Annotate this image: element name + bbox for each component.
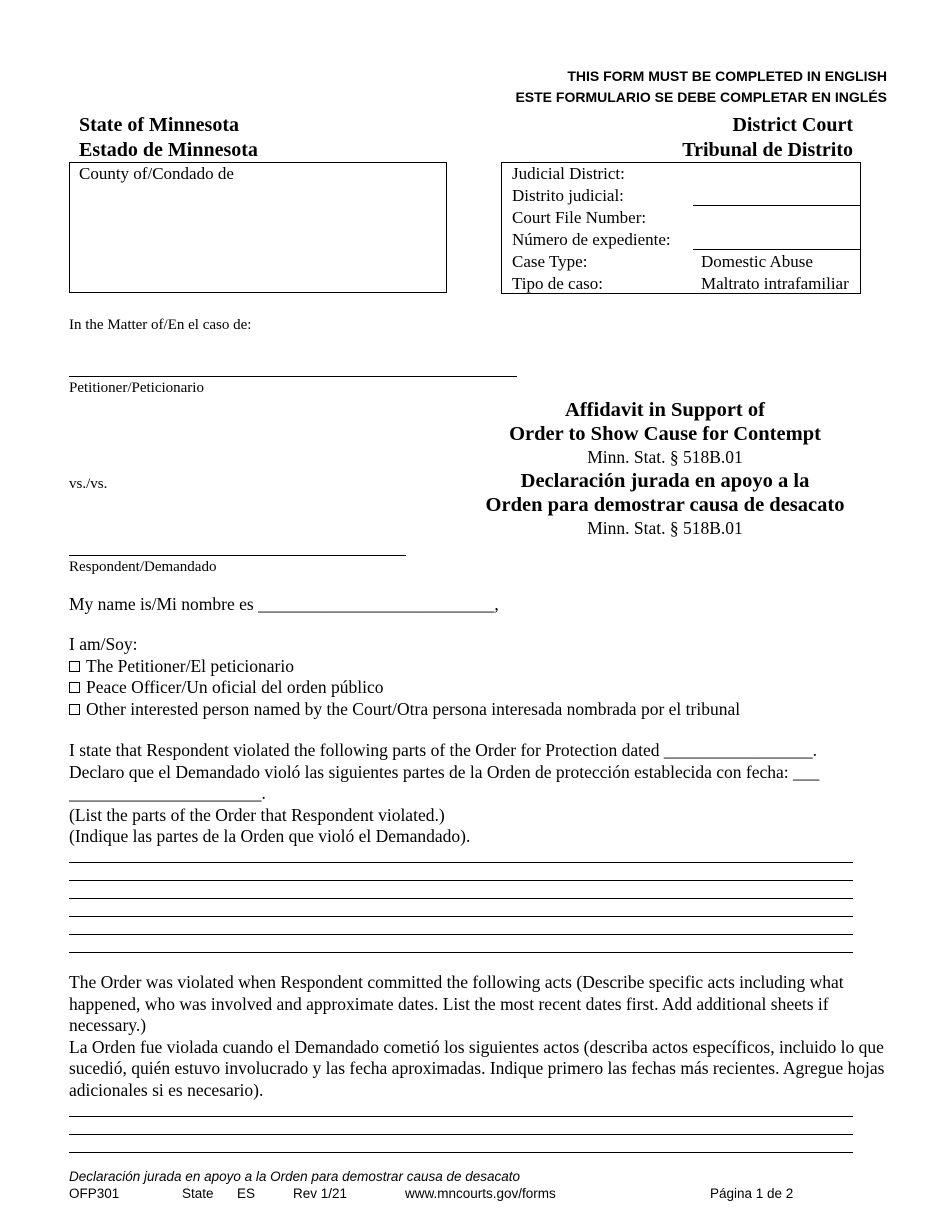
acts-line[interactable] <box>69 1116 853 1117</box>
role-option-label: The Petitioner/El peticionario <box>86 655 294 676</box>
iam-label: I am/Soy: <box>69 634 138 654</box>
file-number-label-es: Número de expediente: <box>512 230 671 249</box>
judicial-district-field[interactable] <box>693 205 860 206</box>
respondent-name-field[interactable] <box>69 555 406 556</box>
violated-parts-line[interactable] <box>69 880 853 881</box>
state-heading <box>79 113 258 163</box>
court-en: District Court <box>732 114 853 136</box>
role-option-label: Other interested person named by the Court/Otra persona interesada nombrada por el tribunal <box>86 698 741 719</box>
petitioner-label: Petitioner/Peticionario <box>69 380 204 396</box>
case-type-value-es: Maltrato intrafamiliar <box>701 274 849 293</box>
acts-line[interactable] <box>69 1134 853 1135</box>
checkbox-icon[interactable] <box>69 682 80 693</box>
county-field[interactable] <box>69 162 447 293</box>
role-option-other[interactable] <box>69 699 740 721</box>
vs-label: vs./vs. <box>69 476 108 492</box>
judicial-district-label-en: Judicial District: <box>512 164 625 183</box>
acts-instruction-es: La Orden fue violada cuando el Demandado cometió los siguientes actos (describa actos específicos, incluido lo que sucedió, quién estuvo involucrado y las fecha aproximadas. Indique primero las fechas más recientes. Agregue hojas adicionales si es necesario). <box>69 1036 885 1100</box>
acts-instruction-en: The Order was violated when Respondent committed the following acts (Describe specific acts including what happened, who was involved and approximate dates. List the most recent dates first. Add additional sheets if necessary.) <box>69 972 844 1035</box>
title-en-line1: Affidavit in Support of <box>565 399 765 421</box>
case-type-value-en: Domestic Abuse <box>701 252 813 271</box>
role-option-label: Peace Officer/Un oficial del orden público <box>86 677 384 697</box>
checkbox-icon[interactable] <box>69 661 80 672</box>
role-section <box>69 634 740 720</box>
footer-state: State <box>182 1186 214 1201</box>
list-instruction-en: (List the parts of the Order that Respondent violated.) <box>69 804 445 825</box>
file-number-field[interactable] <box>693 249 860 250</box>
violation-section <box>69 740 889 848</box>
matter-label: In the Matter of/En el caso de: <box>69 317 252 333</box>
title-statute-es: Minn. Stat. § 518B.01 <box>587 518 743 538</box>
case-info-box <box>501 162 861 294</box>
role-option-peace-officer[interactable] <box>69 677 740 699</box>
footer-lang: ES <box>237 1186 256 1201</box>
violation-en: I state that Respondent violated the following parts of the Order for Protection dated _________________. <box>69 740 817 760</box>
state-en: State of Minnesota <box>79 114 239 136</box>
violated-parts-line[interactable] <box>69 862 853 863</box>
state-es: Estado de Minnesota <box>79 139 258 161</box>
name-line[interactable]: My name is/Mi nombre es ___________________________, <box>69 594 499 614</box>
petitioner-name-field[interactable] <box>69 376 517 377</box>
notice-en: THIS FORM MUST BE COMPLETED IN ENGLISH <box>567 68 887 84</box>
title-en-line2: Order to Show Cause for Contempt <box>509 423 821 445</box>
file-number-label-en: Court File Number: <box>512 208 647 227</box>
footer-page: Página 1 de 2 <box>710 1186 794 1201</box>
respondent-label: Respondent/Demandado <box>69 559 217 575</box>
footer-title: Declaración jurada en apoyo a la Orden para demostrar causa de desacato <box>69 1169 521 1184</box>
county-label: County of/Condado de <box>79 164 234 183</box>
english-notice <box>515 66 887 108</box>
judicial-district-label-es: Distrito judicial: <box>512 186 624 205</box>
title-es-line2: Orden para demostrar causa de desacato <box>485 494 845 516</box>
checkbox-icon[interactable] <box>69 704 80 715</box>
violated-parts-line[interactable] <box>69 952 853 953</box>
footer-url[interactable]: www.mncourts.gov/forms <box>405 1186 556 1201</box>
footer-rev: Rev 1/21 <box>293 1186 348 1201</box>
acts-section <box>69 972 889 1101</box>
violated-parts-line[interactable] <box>69 934 853 935</box>
footer-form-id: OFP301 <box>69 1186 120 1201</box>
violation-es-cont: ______________________. <box>69 783 266 803</box>
violation-es: Declaro que el Demandado violó las siguientes partes de la Orden de protección establecida con fecha: ___ <box>69 761 820 782</box>
case-type-label-es: Tipo de caso: <box>512 274 603 293</box>
title-statute: Minn. Stat. § 518B.01 <box>587 447 743 467</box>
case-type-label-en: Case Type: <box>512 252 588 271</box>
title-es-line1: Declaración jurada en apoyo a la <box>520 470 810 492</box>
court-es: Tribunal de Distrito <box>682 139 853 161</box>
notice-es: ESTE FORMULARIO SE DEBE COMPLETAR EN INGLÉS <box>515 89 887 105</box>
form-title <box>470 398 860 540</box>
acts-line[interactable] <box>69 1152 853 1153</box>
violated-parts-line[interactable] <box>69 916 853 917</box>
court-heading <box>682 113 853 163</box>
list-instruction-es: (Indique las partes de la Orden que violó el Demandado). <box>69 826 471 846</box>
violated-parts-line[interactable] <box>69 898 853 899</box>
role-option-petitioner[interactable] <box>69 656 740 678</box>
